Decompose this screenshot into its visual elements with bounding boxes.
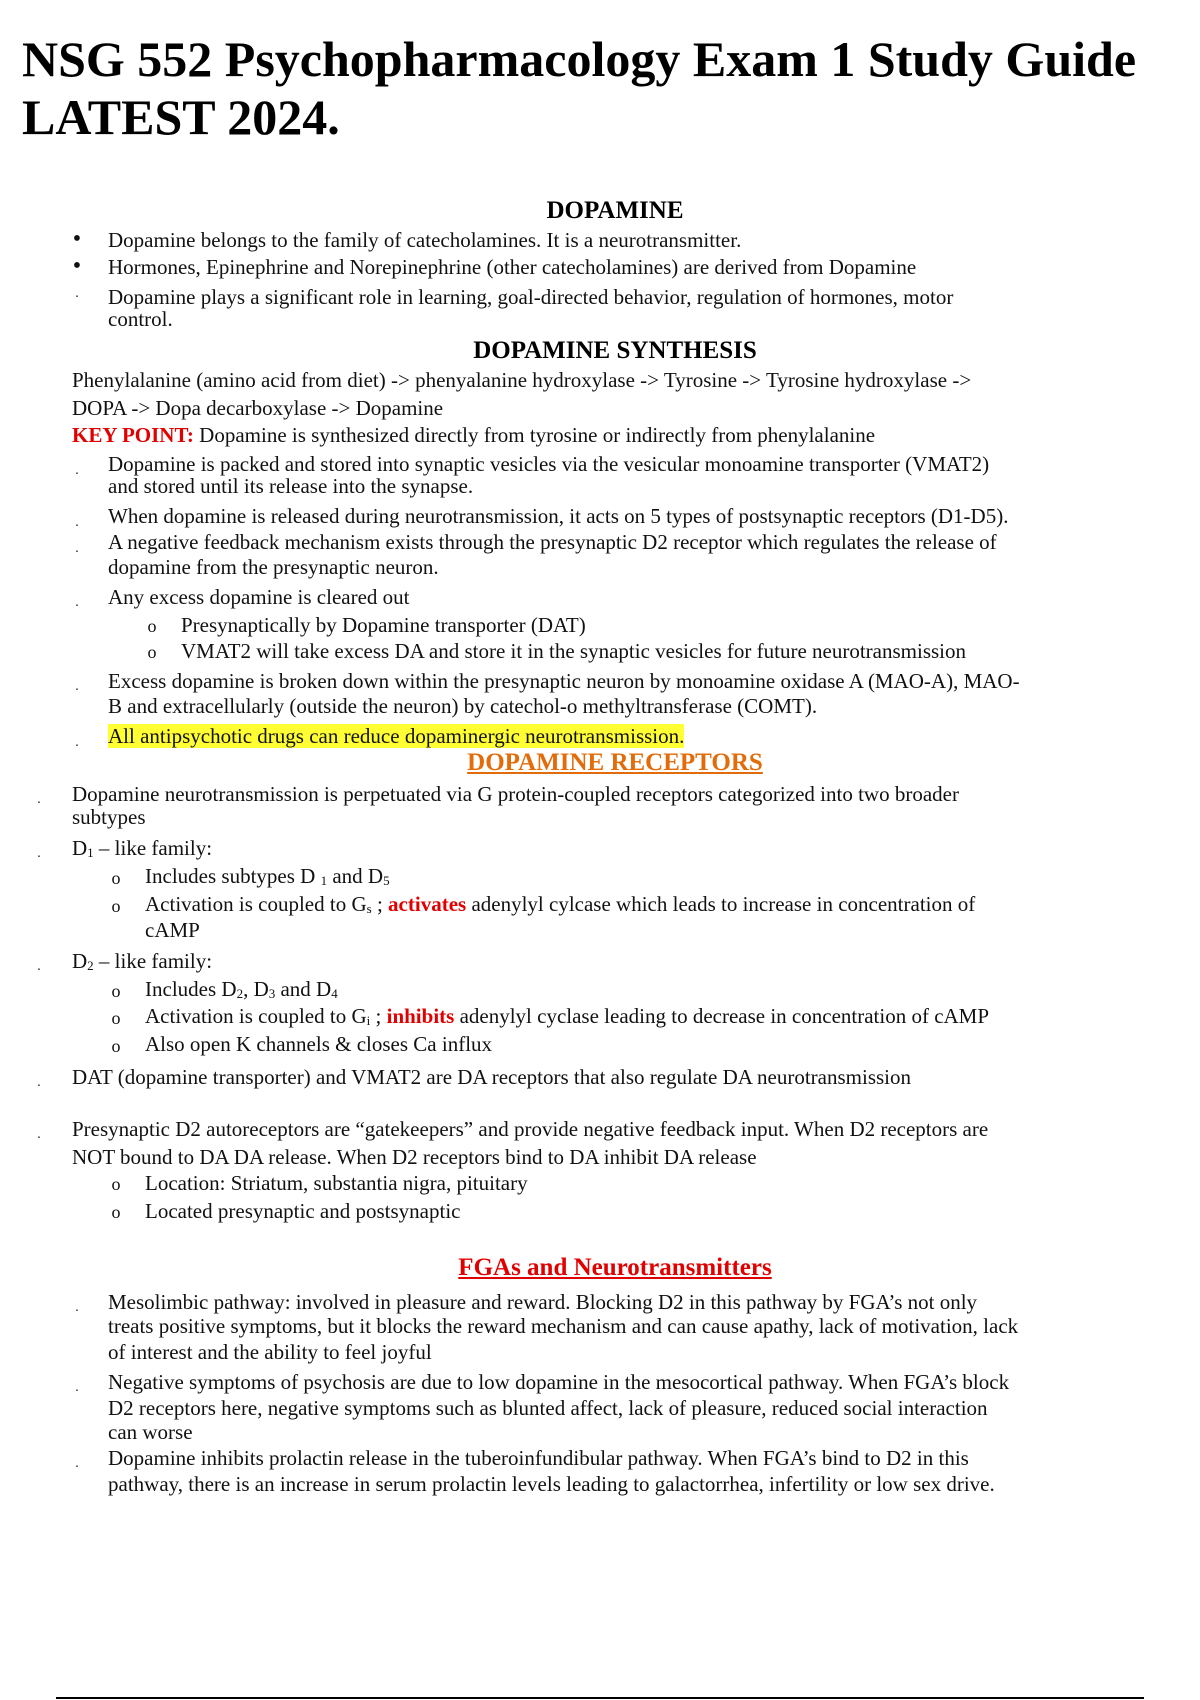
d-letter: D: [72, 949, 88, 973]
d2-activation: [145, 1004, 989, 1033]
text: ;: [370, 1004, 387, 1028]
family-text: – like family:: [93, 836, 213, 860]
d1-subtypes: [145, 864, 390, 893]
bullet-icon: ·: [36, 850, 42, 865]
dopamine-bullet-1: Dopamine belongs to the family of catecholamines. It is a neurotransmitter.: [108, 228, 742, 252]
receptors-bullet-1: Dopamine neurotransmission is perpetuated via G protein-coupled receptors categorized into two broader: [72, 782, 959, 806]
d2-like-family: [72, 949, 212, 978]
key-point-text: Dopamine is synthesized directly from tyrosine or indirectly from phenylalanine: [193, 423, 876, 447]
bullet-icon: ·: [74, 290, 80, 305]
highlighted-text: All antipsychotic drugs can reduce dopaminergic neurotransmission.: [108, 724, 685, 748]
receptors-presynaptic: Presynaptic D2 autoreceptors are “gatekeepers” and provide negative feedback input. When D2 receptors are: [72, 1117, 989, 1141]
synthesis-bullet-1-cont: and stored until its release into the synapse.: [108, 474, 474, 498]
synthesis-bullet-6: [108, 724, 684, 748]
receptors-bullet-1-cont: subtypes: [72, 805, 146, 829]
heading-dopamine-synthesis: DOPAMINE SYNTHESIS: [473, 337, 757, 364]
subscript: s: [366, 901, 372, 916]
bullet-icon: ·: [36, 1079, 42, 1094]
synthesis-bullet-4: Any excess dopamine is cleared out: [108, 585, 410, 609]
sub-bullet-icon: o: [111, 868, 121, 888]
d2-channels: Also open K channels & closes Ca influx: [145, 1032, 493, 1056]
key-point: [72, 423, 875, 447]
text: Includes subtypes D: [145, 864, 321, 888]
bullet-icon: ·: [74, 683, 80, 698]
subscript: i: [366, 1013, 371, 1028]
bullet-icon: •: [72, 226, 82, 252]
fga-bullet-2: Negative symptoms of psychosis are due to low dopamine in the mesocortical pathway. When FGA’s block: [108, 1370, 1010, 1394]
subscript: 4: [331, 986, 338, 1001]
bullet-icon: •: [72, 253, 82, 279]
sub-bullet-icon: o: [147, 616, 157, 636]
bullet-icon: ·: [74, 467, 80, 482]
fga-bullet-1: Mesolimbic pathway: involved in pleasure and reward. Blocking D2 in this pathway by FGA’s not only: [108, 1290, 978, 1314]
bullet-icon: ·: [36, 1131, 42, 1146]
receptors-located: Located presynaptic and postsynaptic: [145, 1199, 461, 1223]
bullet-icon: ·: [74, 599, 80, 614]
bullet-icon: ·: [36, 963, 42, 978]
synthesis-bullet-1: Dopamine is packed and stored into synaptic vesicles via the vesicular monoamine transporter (VMAT2): [108, 452, 990, 476]
subscript: 2: [236, 986, 244, 1001]
bullet-icon: ·: [74, 1304, 80, 1319]
fga-bullet-2-cont-1: D2 receptors here, negative symptoms such as blunted affect, lack of pleasure, reduced social interaction: [108, 1396, 988, 1420]
fga-bullet-2-cont-2: can worse: [108, 1420, 193, 1444]
synthesis-sub-bullet-1: Presynaptically by Dopamine transporter (DAT): [181, 613, 586, 637]
synthesis-bullet-2: When dopamine is released during neurotransmission, it acts on 5 types of postsynaptic receptors (D1-D5).: [108, 504, 1009, 528]
synthesis-bullet-3: A negative feedback mechanism exists through the presynaptic D2 receptor which regulates the release of: [108, 530, 997, 554]
subscript: 2: [87, 958, 94, 973]
sub-bullet-icon: o: [111, 1036, 121, 1056]
subscript: 5: [383, 873, 390, 888]
sub-bullet-icon: o: [147, 642, 157, 662]
fga-bullet-1-cont-1: treats positive symptoms, but it blocks the reward mechanism and can cause apathy, lack of motivation, lack: [108, 1314, 1019, 1338]
sub-bullet-icon: o: [111, 981, 121, 1001]
text: Activation is coupled to G: [145, 1004, 367, 1028]
dopamine-bullet-3: Dopamine plays a significant role in learning, goal-directed behavior, regulation of hormones, motor: [108, 285, 954, 309]
d1-activation-cont: cAMP: [145, 918, 200, 942]
heading-fgas: FGAs and Neurotransmitters: [458, 1254, 772, 1281]
d2-subtypes: [145, 977, 338, 1006]
sub-bullet-icon: o: [111, 1202, 121, 1222]
text: Activation is coupled to G: [145, 892, 367, 916]
family-text: – like family:: [93, 949, 213, 973]
key-point-label: KEY POINT:: [72, 423, 194, 447]
receptors-location: Location: Striatum, substantia nigra, pituitary: [145, 1171, 528, 1195]
synthesis-bullet-5: Excess dopamine is broken down within the presynaptic neuron by monoamine oxidase A (MAO-A), MAO-: [108, 669, 1020, 693]
activates-keyword: activates: [388, 892, 467, 916]
fga-bullet-3: Dopamine inhibits prolactin release in the tuberoinfundibular pathway. When FGA’s bind to D2 in this: [108, 1446, 969, 1470]
text: and D: [275, 977, 332, 1001]
text: and D: [327, 864, 384, 888]
synthesis-pathway-line-1: Phenylalanine (amino acid from diet) -> phenyalanine hydroxylase -> Tyrosine -> Tyrosine hydroxylase ->: [72, 368, 972, 392]
document-title: NSG 552 Psychopharmacology Exam 1 Study Guide LATEST 2024.: [22, 31, 1137, 145]
bullet-icon: ·: [74, 519, 80, 534]
bullet-icon: ·: [36, 796, 42, 811]
bullet-icon: ·: [74, 739, 80, 754]
heading-dopamine-receptors: DOPAMINE RECEPTORS: [467, 749, 763, 776]
subscript: 1: [320, 873, 328, 888]
receptors-dat: DAT (dopamine transporter) and VMAT2 are DA receptors that also regulate DA neurotransmission: [72, 1065, 912, 1089]
bullet-icon: ·: [74, 1460, 80, 1475]
synthesis-pathway-line-2: DOPA -> Dopa decarboxylase -> Dopamine: [72, 396, 444, 420]
d1-activation: [145, 892, 975, 921]
d1-like-family: [72, 836, 212, 865]
d-letter: D: [72, 836, 88, 860]
text: adenylyl cylcase which leads to increase in concentration of: [466, 892, 976, 916]
sub-bullet-icon: o: [111, 1174, 121, 1194]
sub-bullet-icon: o: [111, 896, 121, 916]
text: adenylyl cyclase leading to decrease in concentration of cAMP: [454, 1004, 990, 1028]
subscript: 3: [268, 986, 276, 1001]
text: ;: [371, 892, 389, 916]
sub-bullet-icon: o: [111, 1008, 121, 1028]
fga-bullet-3-cont: pathway, there is an increase in serum prolactin levels leading to galactorrhea, infertility or low sex drive.: [108, 1472, 995, 1496]
dopamine-bullet-2: Hormones, Epinephrine and Norepinephrine (other catecholamines) are derived from Dopamine: [108, 255, 917, 279]
synthesis-sub-bullet-2: VMAT2 will take excess DA and store it in the synaptic vesicles for future neurotransmission: [181, 639, 966, 663]
text: Includes D: [145, 977, 237, 1001]
bullet-icon: ·: [74, 1384, 80, 1399]
synthesis-bullet-5-cont: B and extracellularly (outside the neuron) by catechol-o methyltransferase (COMT).: [108, 694, 818, 718]
text: , D: [243, 977, 269, 1001]
bullet-icon: ·: [74, 545, 80, 560]
dopamine-bullet-3-cont: control.: [108, 307, 173, 331]
fga-bullet-1-cont-2: of interest and the ability to feel joyful: [108, 1340, 432, 1364]
receptors-presynaptic-cont: NOT bound to DA DA release. When D2 receptors bind to DA inhibit DA release: [72, 1145, 757, 1169]
synthesis-bullet-3-cont: dopamine from the presynaptic neuron.: [108, 555, 439, 579]
bottom-divider: [56, 1697, 1144, 1699]
heading-dopamine: DOPAMINE: [546, 197, 684, 224]
subscript: 1: [87, 845, 94, 860]
inhibits-keyword: inhibits: [386, 1004, 455, 1028]
